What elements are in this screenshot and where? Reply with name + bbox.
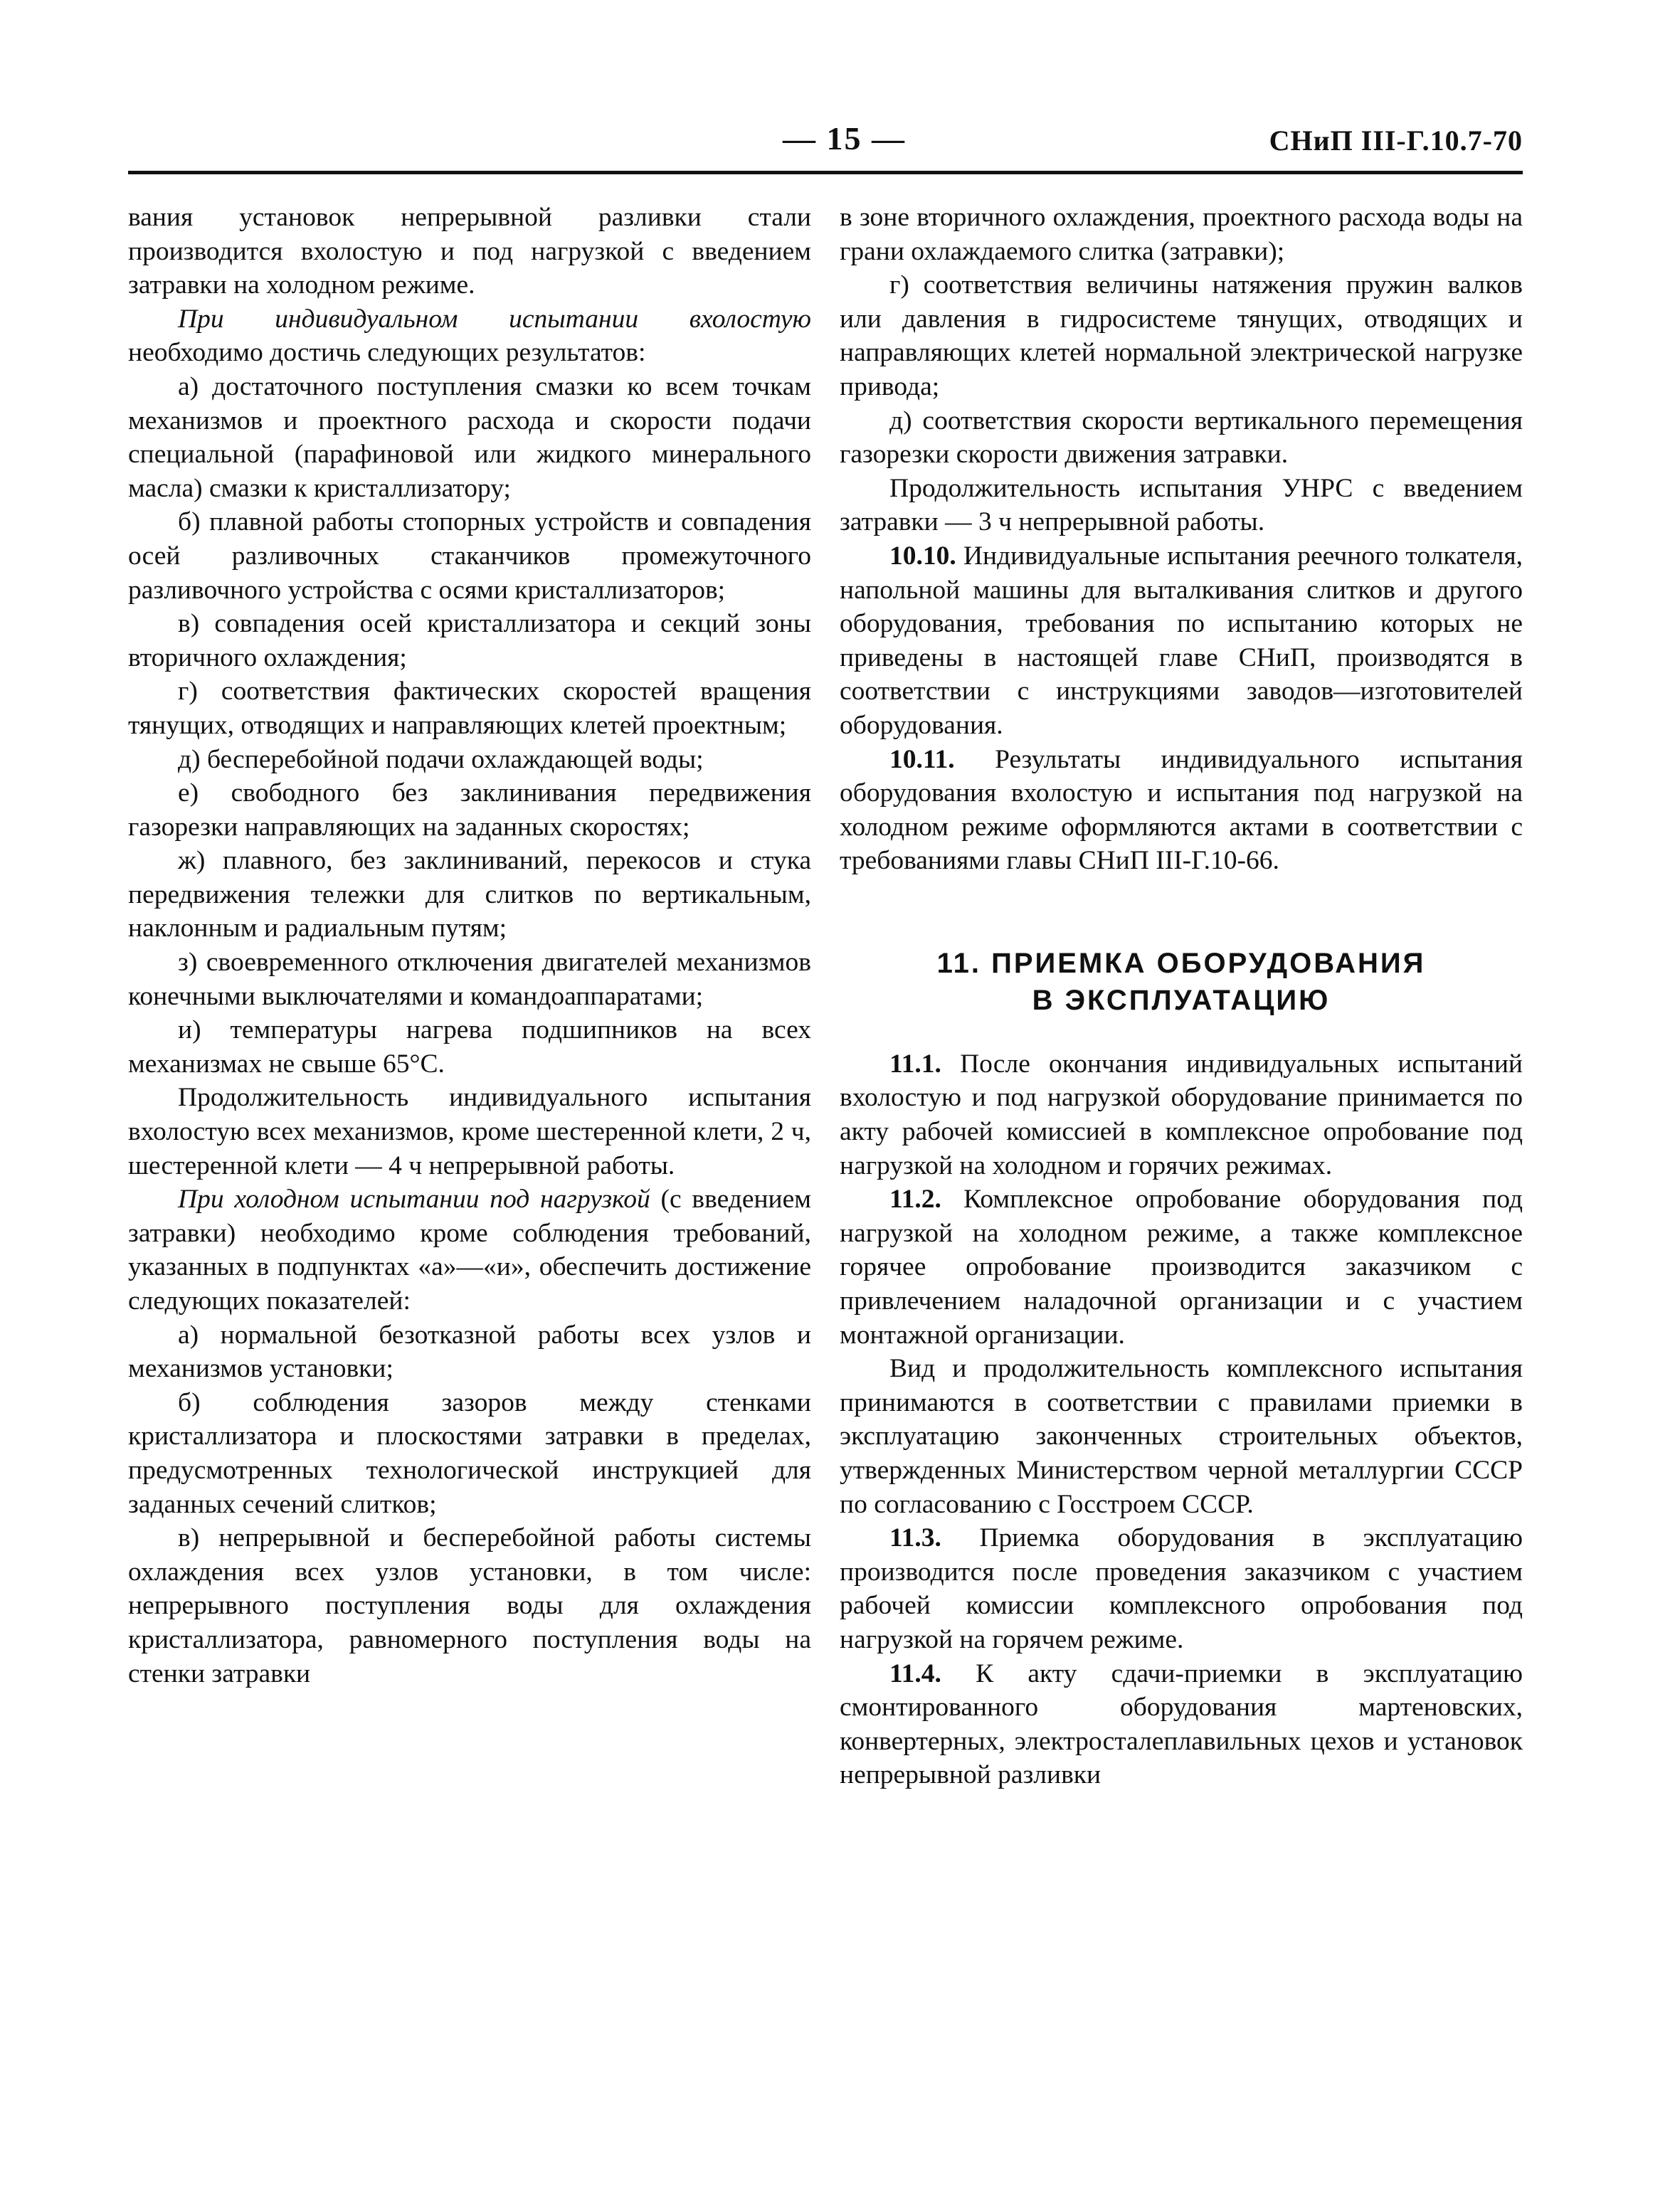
clause-number: 11.4. <box>889 1658 941 1688</box>
clause-text: Результаты индивидуального испытания оборудования вхолостую и испытания под нагрузкой на холодном режиме оформляются актами в соответствии с требованиями главы СНиП III-Г.10-66. <box>840 744 1523 876</box>
cold-list-item-v: в) непрерывной и бесперебойной работы системы охлаждения всех узлов установки, в том числе: непрерывного поступления воды для охлаждения кристаллизатора, равномерного поступления воды на стенки затравки <box>128 1523 811 1688</box>
clause-number: 11.1. <box>889 1049 941 1079</box>
list-item-zh: ж) плавного, без заклиниваний, перекосов и стука передвижения тележки для слитков по вертикальным, наклонным и радиальным путям; <box>128 846 811 943</box>
page-number: — 15 — <box>783 120 906 157</box>
right-column <box>840 201 1523 1951</box>
clause-11-2 <box>840 1183 1523 1352</box>
list-item-e: е) свободного без заклинивания передвижения газорезки направляющих на заданных скоростях; <box>128 778 811 842</box>
page-header <box>128 120 1523 171</box>
clause-number: 10.10. <box>889 541 956 571</box>
list-item-b: б) плавной работы стопорных устройств и совпадения осей разливочных стаканчиков промежуточного разливочного устройства с осями кристаллизаторов; <box>128 507 811 605</box>
paragraph-continuation: вания установок непрерывной разливки стали производится вхолостую и под нагрузкой с введением затравки на холодном режиме. <box>128 203 811 300</box>
clause-11-4 <box>840 1657 1523 1792</box>
clause-text: Комплексное опробование оборудования под нагрузкой на холодном режиме, а также комплексное горячее опробование производится заказчиком с привлечением наладочной организации и с участием монтажной организации. <box>840 1185 1523 1350</box>
section-heading <box>840 945 1523 1019</box>
clause-10-10 <box>840 539 1523 743</box>
clause-number: 11.2. <box>889 1185 941 1215</box>
document-code: СНиП III-Г.10.7-70 <box>1269 125 1523 157</box>
cold-test-text: (с введением затравки) необходимо кроме соблюдения требований, указанных в подпунктах «а»—«и», обеспечить достижение следующих показателей: <box>128 1185 811 1316</box>
clause-text: После окончания индивидуальных испытаний вхолостую и под нагрузкой оборудование принимается по акту рабочей комиссией в комплексное опробование под нагрузкой на холодном и горячих режимах. <box>840 1049 1523 1180</box>
paragraph-duration-idle: Продолжительность индивидуального испытания вхолостую всех механизмов, кроме шестеренной клети, 2 ч, шестеренной клети — 4 ч непрерывной работы. <box>128 1083 811 1180</box>
section-heading-line-2: В ЭКСПЛУАТАЦИЮ <box>1032 984 1331 1016</box>
clause-text: Приемка оборудования в эксплуатацию производится после проведения заказчиком с участием рабочей комиссии комплексного опробования под нагрузкой на горячем режиме. <box>840 1523 1523 1654</box>
clause-11-3 <box>840 1521 1523 1656</box>
paragraph-complex-test: Вид и продолжительность комплексного испытания принимаются в соответствии с правилами приемки в эксплуатацию законченных строительных объектов, утвержденных Министерством черной металлургии СССР по согласованию с Госстроем СССР. <box>840 1354 1523 1519</box>
cold-list-item-g: г) соответствия величины натяжения пружин валков или давления в гидросистеме тянущих, отводящих и направляющих клетей нормальной электрической нагрузке привода; <box>840 270 1523 401</box>
section-heading-line-1: 11. ПРИЕМКА ОБОРУДОВАНИЯ <box>936 947 1426 979</box>
paragraph-duration-unrs: Продолжительность испытания УНРС с введением затравки — 3 ч непрерывной работы. <box>840 473 1523 537</box>
cold-list-item-d: д) соответствия скорости вертикального перемещения газорезки скорости движения затравки. <box>840 406 1523 470</box>
clause-text: К акту сдачи-приемки в эксплуатацию смонтированного оборудования мартеновских, конвертерных, электросталеплавильных цехов и установок непрерывной разливки <box>840 1658 1523 1790</box>
idle-test-italic: При индивидуальном испытании вхолостую <box>178 304 811 334</box>
clause-number: 10.11. <box>889 744 955 774</box>
left-column <box>128 201 811 1951</box>
list-item-a: а) достаточного поступления смазки ко всем точкам механизмов и проектного расхода и скорости подачи специальной (парафиновой или жидкого минерального масла) смазки к кристаллизатору; <box>128 371 811 503</box>
clause-number: 11.3. <box>889 1523 941 1553</box>
list-item-z: з) своевременного отключения двигателей механизмов конечными выключателями и командоаппаратами; <box>128 948 811 1011</box>
paragraph-continuation-right: в зоне вторичного охлаждения, проектного расхода воды на грани охлаждаемого слитка (затравки); <box>840 203 1523 266</box>
list-item-d: д) бесперебойной подачи охлаждающей воды; <box>178 744 704 774</box>
idle-test-text: необходимо достичь следующих результатов: <box>128 338 646 368</box>
cold-test-italic: При холодном испытании под нагрузкой <box>178 1185 650 1215</box>
paragraph-cold-test <box>128 1183 811 1318</box>
header-rule <box>128 171 1523 174</box>
clause-10-11 <box>840 743 1523 878</box>
list-item-v: в) совпадения осей кристаллизатора и секций зоны вторичного охлаждения; <box>128 609 811 672</box>
list-item-i: и) температуры нагрева подшипников на всех механизмах не свыше 65°С. <box>128 1015 811 1079</box>
cold-list-item-a: а) нормальной безотказной работы всех узлов и механизмов установки; <box>128 1320 811 1384</box>
cold-list-item-b: б) соблюдения зазоров между стенками кристаллизатора и плоскостями затравки в пределах, предусмотренных технологической инструкцией для заданных сечений слитков; <box>128 1387 811 1519</box>
clause-11-1 <box>840 1047 1523 1183</box>
paragraph-idle-test <box>128 302 811 370</box>
clause-text: Индивидуальные испытания реечного толкателя, напольной машины для выталкивания слитков и другого оборудования, требования по испытанию которых не приведены в настоящей главе СНиП, производятся в соответствии с инструкциями заводов—изготовителей оборудования. <box>840 541 1523 740</box>
list-item-g: г) соответствия фактических скоростей вращения тянущих, отводящих и направляющих клетей проектным; <box>128 677 811 740</box>
